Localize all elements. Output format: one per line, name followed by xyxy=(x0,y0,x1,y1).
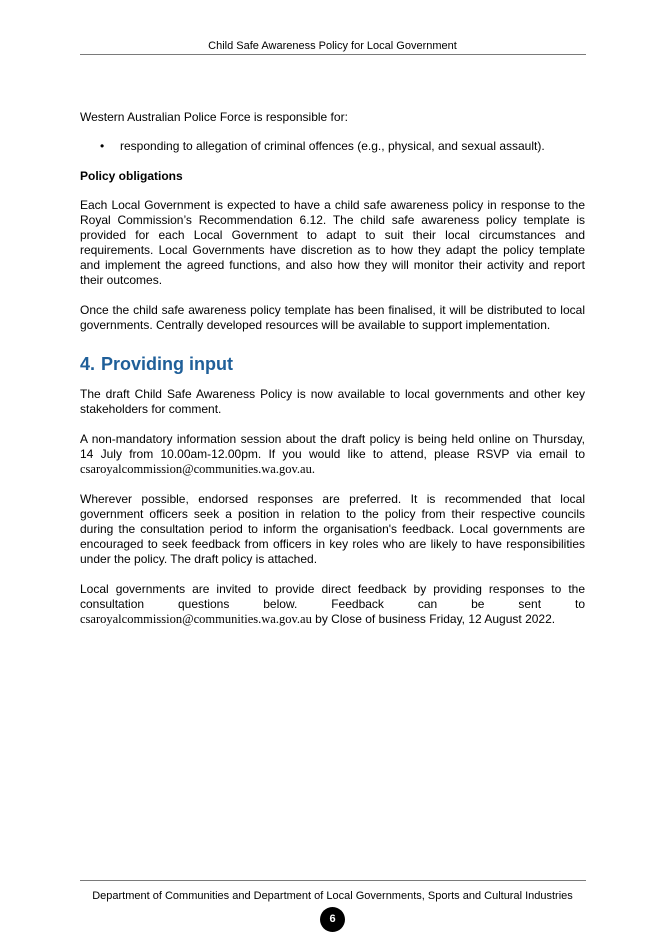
responsibility-list xyxy=(80,139,585,154)
intro-paragraph: Western Australian Police Force is responsible for: xyxy=(80,110,348,124)
feedback-line-1: Local governments are invited to provide direct feedback by providing responses to the xyxy=(80,582,585,596)
page-body xyxy=(80,110,585,642)
providing-input-paragraph-4 xyxy=(80,582,585,627)
providing-input-paragraph-3: Wherever possible, endorsed responses are preferred. It is recommended that local government officers seek a position in relation to the policy from their respective councils during the consultation period to inform the organisation's feedback. Local governments are encouraged to seek feedback from officers in key roles who are likely to have responsibilities under the policy. The draft policy is attached. xyxy=(80,492,585,566)
policy-obligations-heading: Policy obligations xyxy=(80,169,183,183)
header-divider xyxy=(80,54,586,55)
info-session-text: A non-mandatory information session about the draft policy is being held online on Thursday, 14 July from 10.00am-12.00pm. If you would like to attend, please RSVP via email to xyxy=(80,432,585,461)
feedback-deadline-text: by Close of business Friday, 12 August 2022. xyxy=(311,612,556,626)
section-number: 4. xyxy=(80,354,96,374)
policy-obligations-paragraph-2: Once the child safe awareness policy template has been finalised, it will be distributed to local governments. Centrally developed resources will be available to support implementation. xyxy=(80,303,585,332)
section-title: Providing input xyxy=(101,354,234,374)
policy-obligations-paragraph-1: Each Local Government is expected to have a child safe awareness policy in response to the Royal Commission’s Recommendation 6.12. The child safe awareness policy template is provided for each Local Government to adapt to suit their local circumstances and requirements. Local Governments have discretion as to how they adapt the policy template and implement the agreed functions, and also how they will monitor their activity and report their outcomes. xyxy=(80,198,585,287)
providing-input-paragraph-2 xyxy=(80,432,585,477)
running-header: Child Safe Awareness Policy for Local Government xyxy=(208,40,457,52)
footer-department: Department of Communities and Department of Local Governments, Sports and Cultural Industries xyxy=(92,890,573,902)
list-item: • responding to allegation of criminal offences (e.g., physical, and sexual assault). xyxy=(80,139,585,154)
rsvp-email-link[interactable]: csaroyalcommission@communities.wa.gov.au. xyxy=(80,462,315,476)
feedback-line-2: consultation questions below. Feedback can be sent to xyxy=(80,597,585,611)
providing-input-paragraph-1: The draft Child Safe Awareness Policy is now available to local governments and other key stakeholders for comment. xyxy=(80,387,585,416)
section-heading xyxy=(80,353,585,375)
footer-divider xyxy=(80,880,586,881)
feedback-line-3 xyxy=(80,612,585,627)
page-number-badge: 6 xyxy=(320,907,345,932)
feedback-email-link[interactable]: csaroyalcommission@communities.wa.gov.au xyxy=(80,612,312,626)
